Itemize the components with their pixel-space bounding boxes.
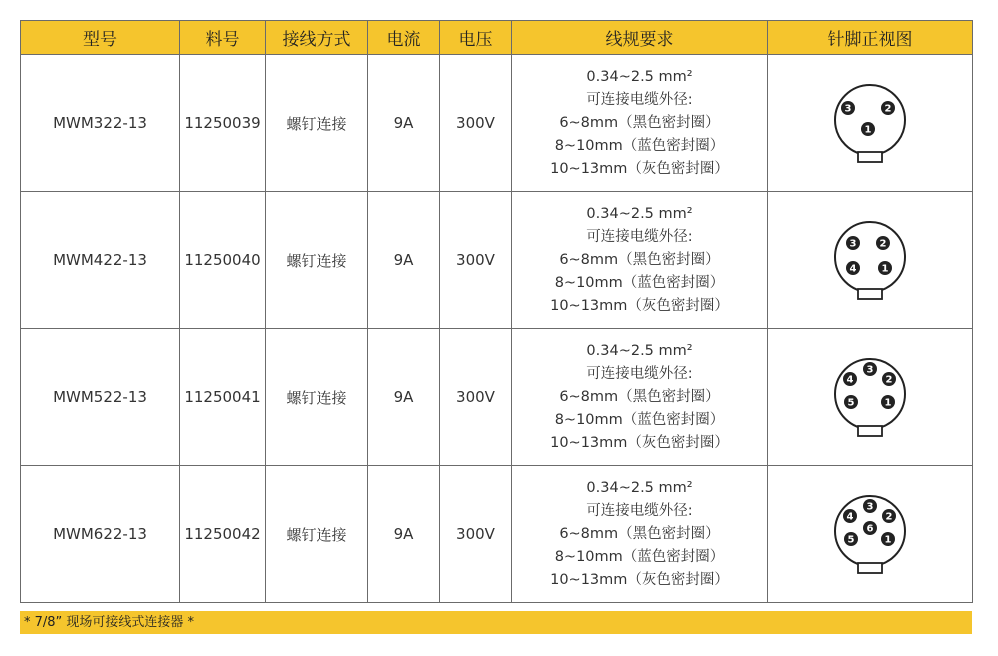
cable-od-label: 可连接电缆外径: (586, 502, 693, 519)
cell-part-no: 11250042 (180, 466, 266, 603)
seal-blue: 8~10mm（蓝色密封圈） (554, 548, 725, 565)
seal-black: 6~8mm（黑色密封圈） (559, 251, 720, 268)
pin (882, 509, 896, 523)
pin-label: 2 (879, 238, 887, 250)
cell-current: 9A (368, 329, 440, 466)
cell-wire-spec (512, 192, 768, 329)
header-wiring: 接线方式 (266, 21, 368, 55)
keyway (858, 426, 882, 436)
pin-label: 4 (846, 374, 854, 386)
pin (863, 521, 877, 535)
header-row (21, 21, 973, 55)
header-pin-view: 针脚正视图 (768, 21, 973, 55)
pin-label: 2 (885, 374, 893, 386)
seal-blue: 8~10mm（蓝色密封圈） (554, 137, 725, 154)
cell-voltage: 300V (440, 55, 512, 192)
pin (881, 532, 895, 546)
wire-gauge: 0.34~2.5 mm² (586, 342, 693, 359)
cell-part-no: 11250039 (180, 55, 266, 192)
pin (846, 236, 860, 250)
seal-gray: 10~13mm（灰色密封圈） (550, 160, 729, 177)
pin-label: 5 (847, 534, 855, 546)
pin (846, 261, 860, 275)
footnote-bar: * 7/8” 现场可接线式连接器 * (20, 611, 972, 634)
table-row (21, 329, 973, 466)
cell-part-no: 11250041 (180, 329, 266, 466)
cell-pin-view (768, 466, 973, 603)
cell-part-no: 11250040 (180, 192, 266, 329)
pin (844, 532, 858, 546)
cell-pin-view (768, 192, 973, 329)
table-row (21, 466, 973, 603)
pin-label: 3 (844, 103, 852, 115)
pin-label: 2 (884, 103, 892, 115)
table-row (21, 55, 973, 192)
pin-label: 1 (864, 124, 872, 136)
cell-wiring: 螺钉连接 (266, 329, 368, 466)
spec-table (20, 20, 973, 603)
pin (841, 101, 855, 115)
pin (843, 372, 857, 386)
pin-label: 1 (884, 534, 892, 546)
cell-pin-view (768, 329, 973, 466)
seal-gray: 10~13mm（灰色密封圈） (550, 434, 729, 451)
pin-label: 2 (885, 511, 893, 523)
pin (881, 395, 895, 409)
pin-label: 4 (846, 511, 854, 523)
cell-model: MWM522-13 (21, 329, 180, 466)
wire-gauge: 0.34~2.5 mm² (586, 68, 693, 85)
header-model: 型号 (21, 21, 180, 55)
pin (882, 372, 896, 386)
pin-label: 1 (881, 263, 889, 275)
pin (863, 499, 877, 513)
pin-label: 5 (847, 397, 855, 409)
connector-face (835, 85, 905, 155)
cell-model: MWM422-13 (21, 192, 180, 329)
pin-label: 3 (849, 238, 857, 250)
seal-black: 6~8mm（黑色密封圈） (559, 114, 720, 131)
seal-blue: 8~10mm（蓝色密封圈） (554, 411, 725, 428)
header-current: 电流 (368, 21, 440, 55)
keyway (858, 152, 882, 162)
cable-od-label: 可连接电缆外径: (586, 365, 693, 382)
connector-face (835, 222, 905, 292)
wire-gauge: 0.34~2.5 mm² (586, 479, 693, 496)
keyway (858, 563, 882, 573)
keyway (858, 289, 882, 299)
cell-voltage: 300V (440, 192, 512, 329)
seal-blue: 8~10mm（蓝色密封圈） (554, 274, 725, 291)
cell-voltage: 300V (440, 329, 512, 466)
cell-wire-spec (512, 466, 768, 603)
pin-label: 4 (849, 263, 857, 275)
cell-model: MWM322-13 (21, 55, 180, 192)
pin-label: 6 (866, 523, 874, 535)
pin (863, 362, 877, 376)
cell-voltage: 300V (440, 466, 512, 603)
cell-wire-spec (512, 329, 768, 466)
cell-wire-spec (512, 55, 768, 192)
cell-current: 9A (368, 55, 440, 192)
pin-label: 1 (884, 397, 892, 409)
table-row (21, 192, 973, 329)
pin (843, 509, 857, 523)
header-voltage: 电压 (440, 21, 512, 55)
pin-label: 3 (866, 501, 874, 513)
cell-wiring: 螺钉连接 (266, 466, 368, 603)
pin-label: 3 (866, 364, 874, 376)
cell-model: MWM622-13 (21, 466, 180, 603)
cell-pin-view (768, 55, 973, 192)
header-part-no: 料号 (180, 21, 266, 55)
cell-wiring: 螺钉连接 (266, 55, 368, 192)
seal-gray: 10~13mm（灰色密封圈） (550, 297, 729, 314)
cable-od-label: 可连接电缆外径: (586, 91, 693, 108)
pin (878, 261, 892, 275)
seal-black: 6~8mm（黑色密封圈） (559, 525, 720, 542)
seal-black: 6~8mm（黑色密封圈） (559, 388, 720, 405)
header-wire-spec: 线规要求 (512, 21, 768, 55)
pin (844, 395, 858, 409)
wire-gauge: 0.34~2.5 mm² (586, 205, 693, 222)
pin (861, 122, 875, 136)
pin-diagram-5 (830, 357, 910, 437)
cell-wiring: 螺钉连接 (266, 192, 368, 329)
pin (881, 101, 895, 115)
seal-gray: 10~13mm（灰色密封圈） (550, 571, 729, 588)
pin-diagram-6 (830, 494, 910, 574)
cell-current: 9A (368, 466, 440, 603)
pin-diagram-4 (830, 220, 910, 300)
pin (876, 236, 890, 250)
pin-diagram-3 (830, 83, 910, 163)
cable-od-label: 可连接电缆外径: (586, 228, 693, 245)
cell-current: 9A (368, 192, 440, 329)
